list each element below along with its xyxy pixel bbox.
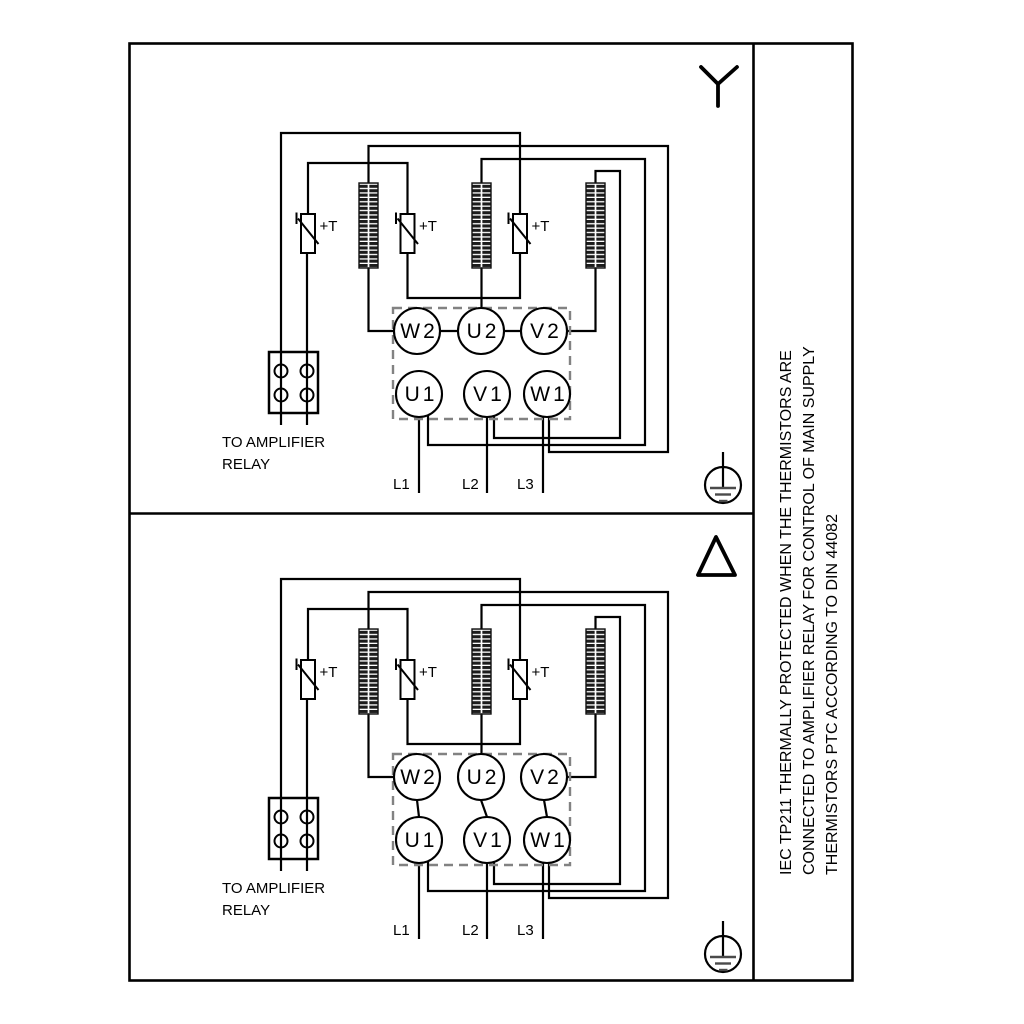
terminal-label: V1	[473, 829, 505, 852]
motor-winding-coil	[586, 629, 605, 714]
terminal-u2	[458, 308, 504, 354]
side-note	[778, 346, 841, 875]
thermistor-symbol	[509, 213, 550, 254]
supply-line-label-l1: L1	[393, 922, 410, 939]
side-note-line3: THERMISTORS PTC ACCORDING TO DIN 44082	[824, 514, 841, 875]
side-note-line1: IEC TP211 THERMALLY PROTECTED WHEN THE THERMISTORS ARE	[778, 350, 795, 875]
relay-note-line1: TO AMPLIFIER	[222, 880, 326, 897]
supply-line-label-l3: L3	[517, 476, 534, 493]
thermistor-label: +T	[419, 218, 437, 235]
terminal-label: V2	[530, 766, 562, 789]
supply-line-label-l1: L1	[393, 476, 410, 493]
amplifier-relay-connector	[269, 798, 318, 859]
terminal-label: W2	[400, 766, 438, 789]
side-note-line2: CONNECTED TO AMPLIFIER RELAY FOR CONTROL OF MAIN SUPPLY	[801, 346, 818, 875]
thermistor-label: +T	[531, 218, 550, 235]
terminal-label: V2	[530, 320, 562, 343]
terminal-label: W1	[530, 829, 568, 852]
protective-earth-icon	[705, 921, 741, 972]
terminal-w1	[524, 371, 570, 417]
terminal-label: W1	[530, 383, 568, 406]
panel-star	[222, 67, 741, 503]
thermistor-label: +T	[319, 664, 338, 681]
terminal-w2	[394, 308, 440, 354]
terminal-label: U2	[466, 320, 500, 343]
thermistor-symbol	[297, 659, 338, 700]
relay-note-line2: RELAY	[222, 456, 271, 473]
terminal-v2	[521, 308, 567, 354]
terminal-u1	[396, 371, 442, 417]
terminal-v1	[464, 371, 510, 417]
supply-line-label-l3: L3	[517, 922, 534, 939]
motor-winding-coil	[359, 629, 378, 714]
star-connection-icon	[701, 67, 737, 106]
panel-delta	[222, 537, 741, 972]
terminal-u1	[396, 817, 442, 863]
amplifier-relay-connector	[269, 352, 318, 413]
motor-winding-coil	[472, 183, 491, 268]
terminal-w1	[524, 817, 570, 863]
thermistor-symbol	[396, 659, 437, 700]
terminal-v2	[521, 754, 567, 800]
terminal-label: U2	[466, 766, 500, 789]
thermistor-label: +T	[319, 218, 338, 235]
motor-winding-coil	[472, 629, 491, 714]
protective-earth-icon	[705, 452, 741, 503]
terminal-label: V1	[473, 383, 505, 406]
thermistor-symbol	[396, 213, 437, 254]
thermistor-label: +T	[531, 664, 550, 681]
delta-connection-icon	[698, 537, 735, 575]
terminal-label: U1	[404, 383, 438, 406]
terminal-u2	[458, 754, 504, 800]
relay-note-line2: RELAY	[222, 902, 271, 919]
terminal-v1	[464, 817, 510, 863]
relay-note-line1: TO AMPLIFIER	[222, 434, 326, 451]
motor-winding-coil	[586, 183, 605, 268]
supply-line-label-l2: L2	[462, 922, 479, 939]
thermistor-label: +T	[419, 664, 437, 681]
supply-line-label-l2: L2	[462, 476, 479, 493]
terminal-label: U1	[404, 829, 438, 852]
terminal-w2	[394, 754, 440, 800]
terminal-label: W2	[400, 320, 438, 343]
thermistor-symbol	[297, 213, 338, 254]
thermistor-symbol	[509, 659, 550, 700]
motor-winding-coil	[359, 183, 378, 268]
